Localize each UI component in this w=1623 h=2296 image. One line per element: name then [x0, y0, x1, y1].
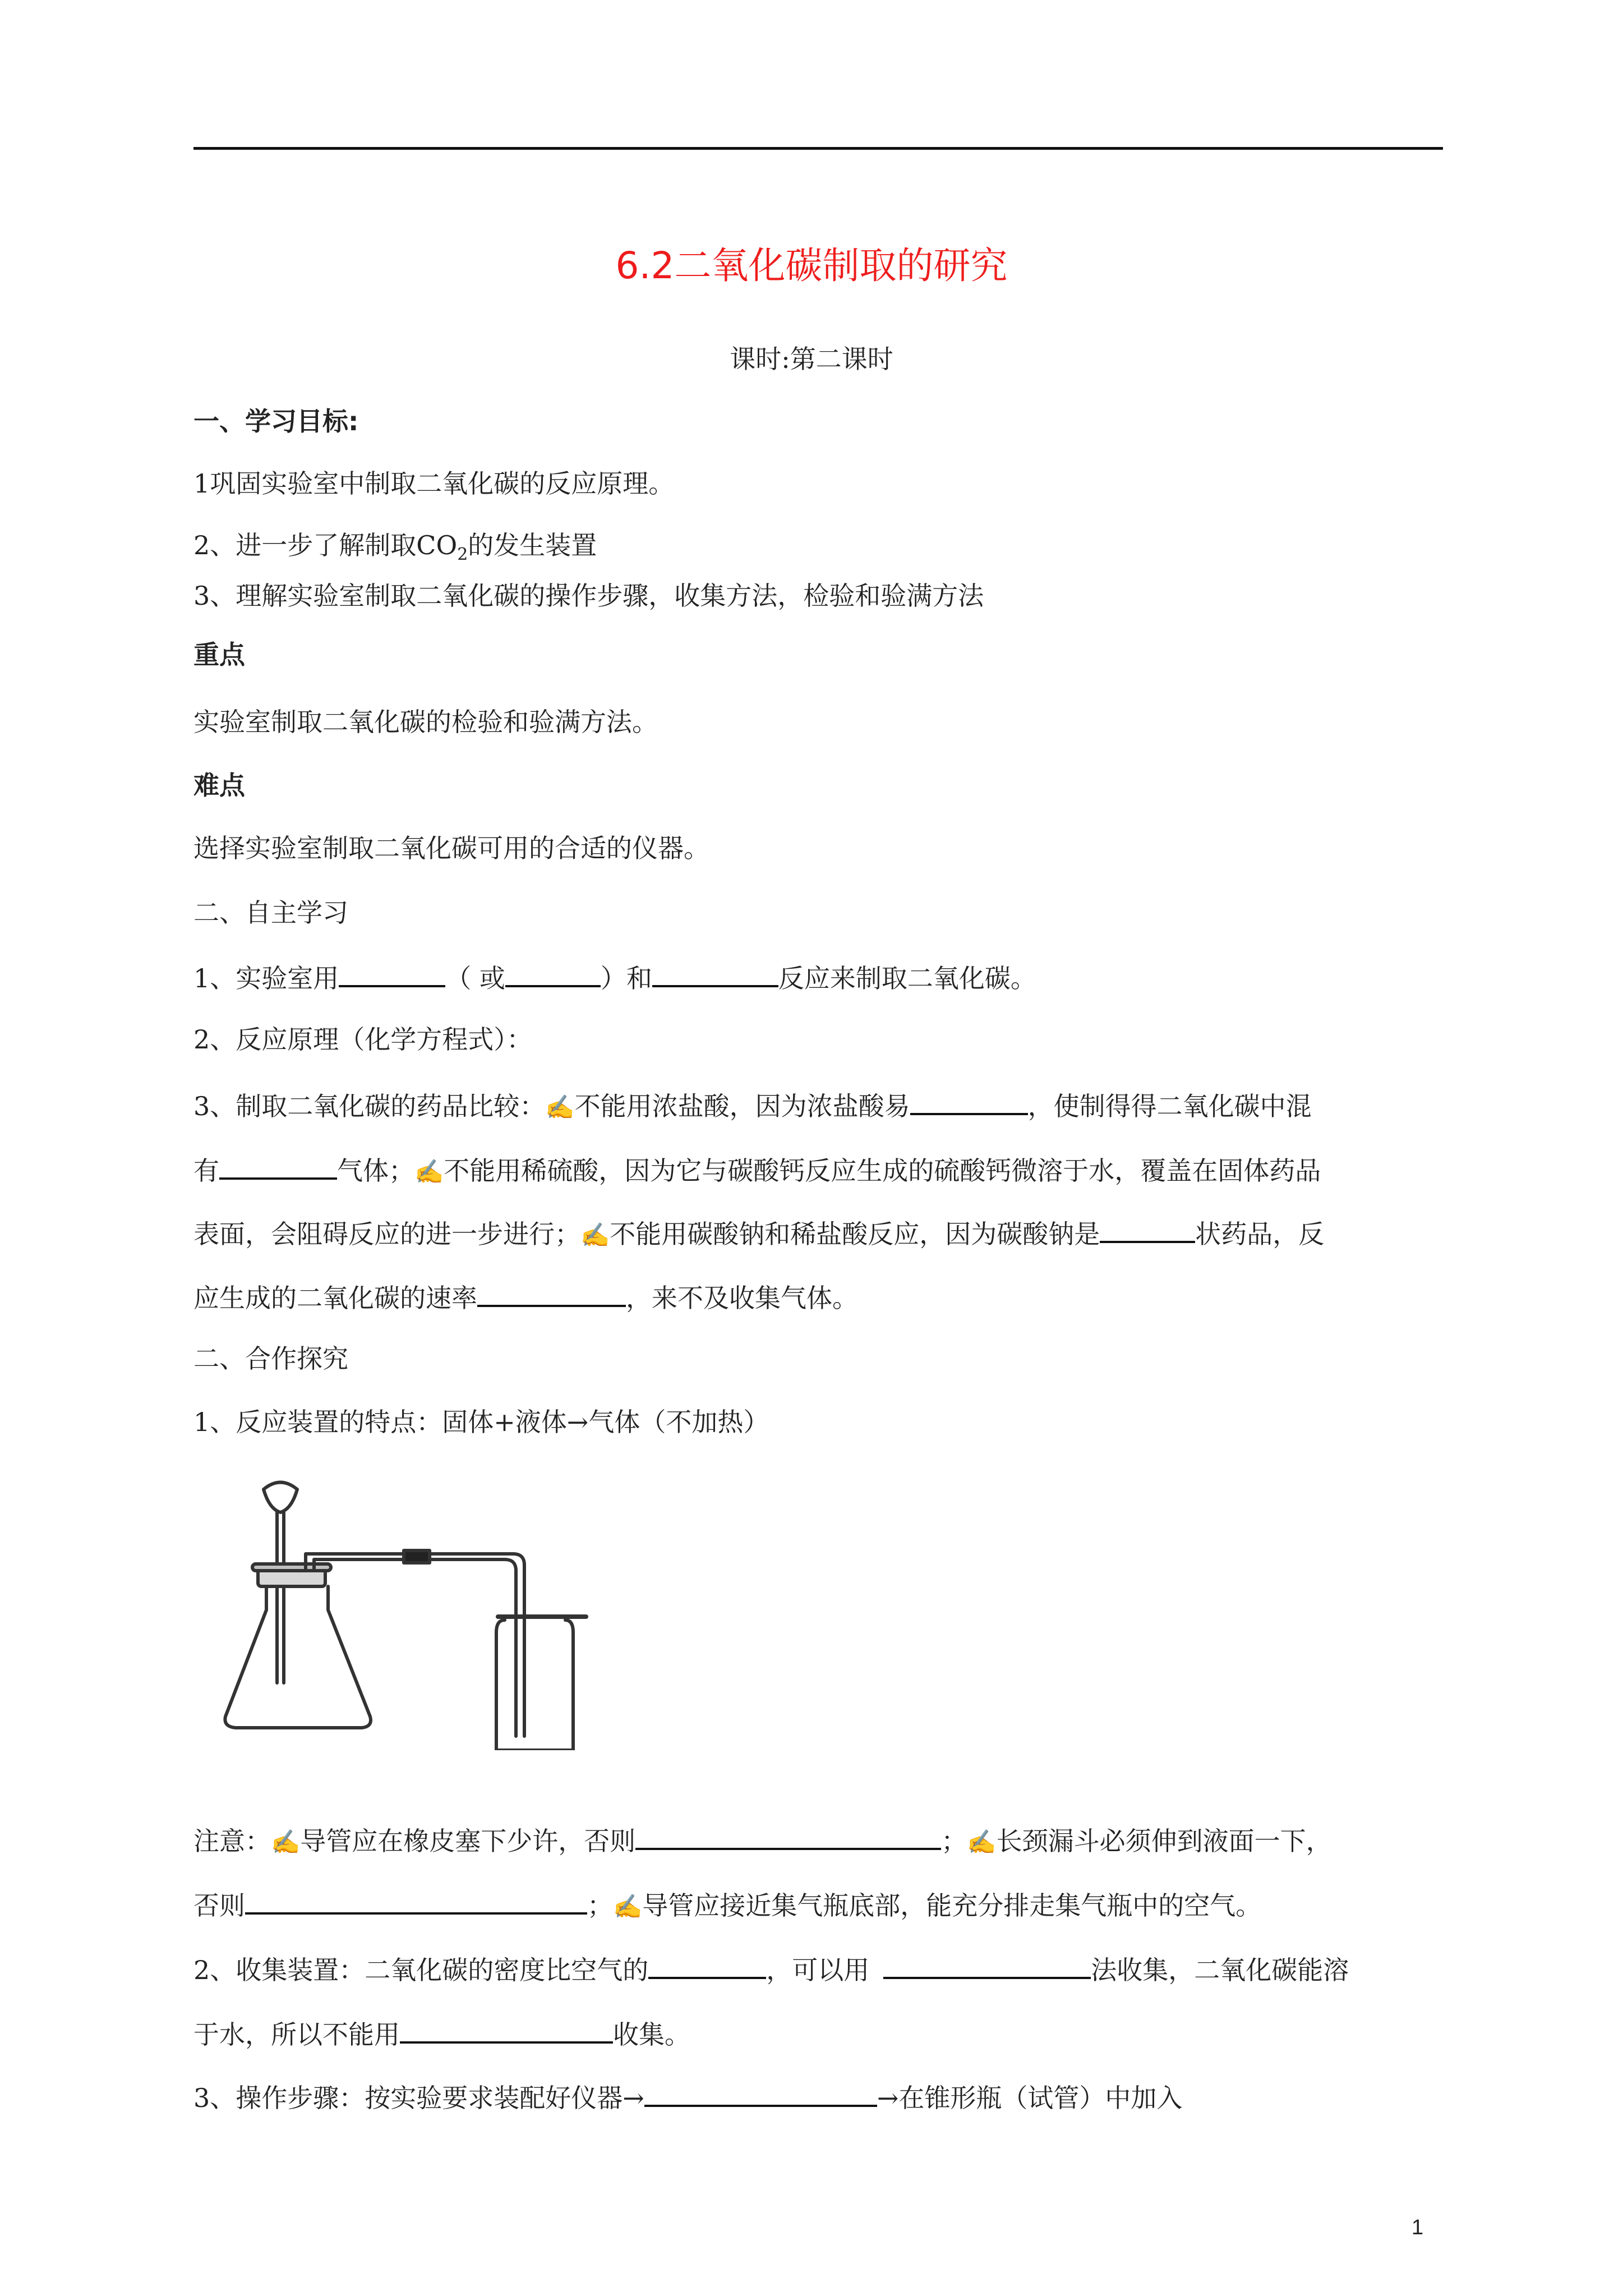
question-3-line-3: 表面，会阻碍反应的进一步进行；✍不能用碳酸钠和稀盐酸反应，因为碳酸钠是 状药品，反	[193, 1216, 1324, 1250]
key-text: 实验室制取二氧化碳的检验和验满方法。	[193, 707, 658, 737]
question-3-line-4: 应生成的二氧化碳的速率 ，来不及收集气体。	[193, 1280, 858, 1314]
answer-blank[interactable]	[883, 1952, 1091, 1979]
answer-blank[interactable]	[505, 960, 601, 987]
question-3-line-2: 有 气体；✍不能用稀硫酸，因为它与碳酸钙反应生成的硫酸钙微溶于水，覆盖在固体药品	[193, 1153, 1321, 1186]
answer-blank[interactable]	[648, 1952, 766, 1979]
answer-blank[interactable]	[652, 960, 778, 987]
goal-1: 1巩固实验室中制取二氧化碳的反应原理。	[193, 468, 675, 499]
goal-2: 2、进一步了解制取$CO_2$的发生装置	[193, 530, 597, 565]
funnel-bowl	[264, 1483, 297, 1513]
coop-item-1: 1、反应装置的特点：固体+液体→气体（不加热）	[193, 1407, 769, 1437]
goal-3: 3、理解实验室制取二氧化碳的操作步骤，收集方法，检验和验满方法	[193, 581, 984, 611]
pencil-icon: ✍	[414, 1158, 444, 1185]
answer-blank[interactable]	[219, 1153, 337, 1180]
pencil-icon: ✍	[967, 1828, 997, 1856]
pencil-icon: ✍	[580, 1221, 610, 1249]
pencil-icon: ✍	[545, 1093, 575, 1121]
note-line-1: 注意：✍导管应在橡皮塞下少许，否则 ；✍长颈漏斗必须伸到液面一下，	[193, 1823, 1332, 1857]
page-number: 1	[1412, 2216, 1424, 2239]
difficult-text: 选择实验室制取二氧化碳可用的合适的仪器。	[193, 833, 709, 863]
coop-item-3: 3、操作步骤：按实验要求装配好仪器→ →在锥形瓶（试管）中加入	[193, 2080, 1182, 2114]
cooperative-heading: 二、合作探究	[193, 1343, 348, 1374]
co2-apparatus-diagram	[213, 1470, 594, 1750]
pencil-icon: ✍	[271, 1828, 301, 1856]
question-1: 1、实验室用 （ 或 ）和 反应来制取二氧化碳。	[193, 960, 1036, 994]
answer-blank[interactable]	[477, 1280, 626, 1307]
answer-blank[interactable]	[635, 1823, 941, 1850]
answer-blank[interactable]	[339, 960, 445, 987]
note-line-2: 否则 ；✍导管应接近集气瓶底部，能充分排走集气瓶中的空气。	[193, 1888, 1261, 1921]
answer-blank[interactable]	[910, 1088, 1028, 1115]
question-2: 2、反应原理（化学方程式）：	[193, 1024, 533, 1055]
question-3-line-1: 3、制取二氧化碳的药品比较：✍不能用浓盐酸，因为浓盐酸易 ，使制得得二氧化碳中混	[193, 1088, 1312, 1122]
document-title: 6.2二氧化碳制取的研究	[615, 244, 1008, 287]
answer-blank[interactable]	[400, 2017, 613, 2044]
answer-blank[interactable]	[644, 2080, 877, 2107]
coop-item-2-line-1: 2、收集装置：二氧化碳的密度比空气的 ，可以用 法收集，二氧化碳能溶	[193, 1952, 1349, 1986]
lesson-period: 课时:第二课时	[730, 344, 893, 374]
answer-blank[interactable]	[1100, 1216, 1195, 1243]
answer-blank[interactable]	[245, 1888, 587, 1915]
key-heading: 重点	[193, 639, 245, 670]
goals-heading: 一、学习目标:	[193, 406, 359, 436]
header-rule	[193, 147, 1443, 150]
self-study-heading: 二、自主学习	[193, 898, 348, 928]
coop-item-2-line-2: 于水，所以不能用 收集。	[193, 2017, 690, 2050]
difficult-heading: 难点	[193, 770, 245, 800]
pencil-icon: ✍	[613, 1893, 643, 1920]
